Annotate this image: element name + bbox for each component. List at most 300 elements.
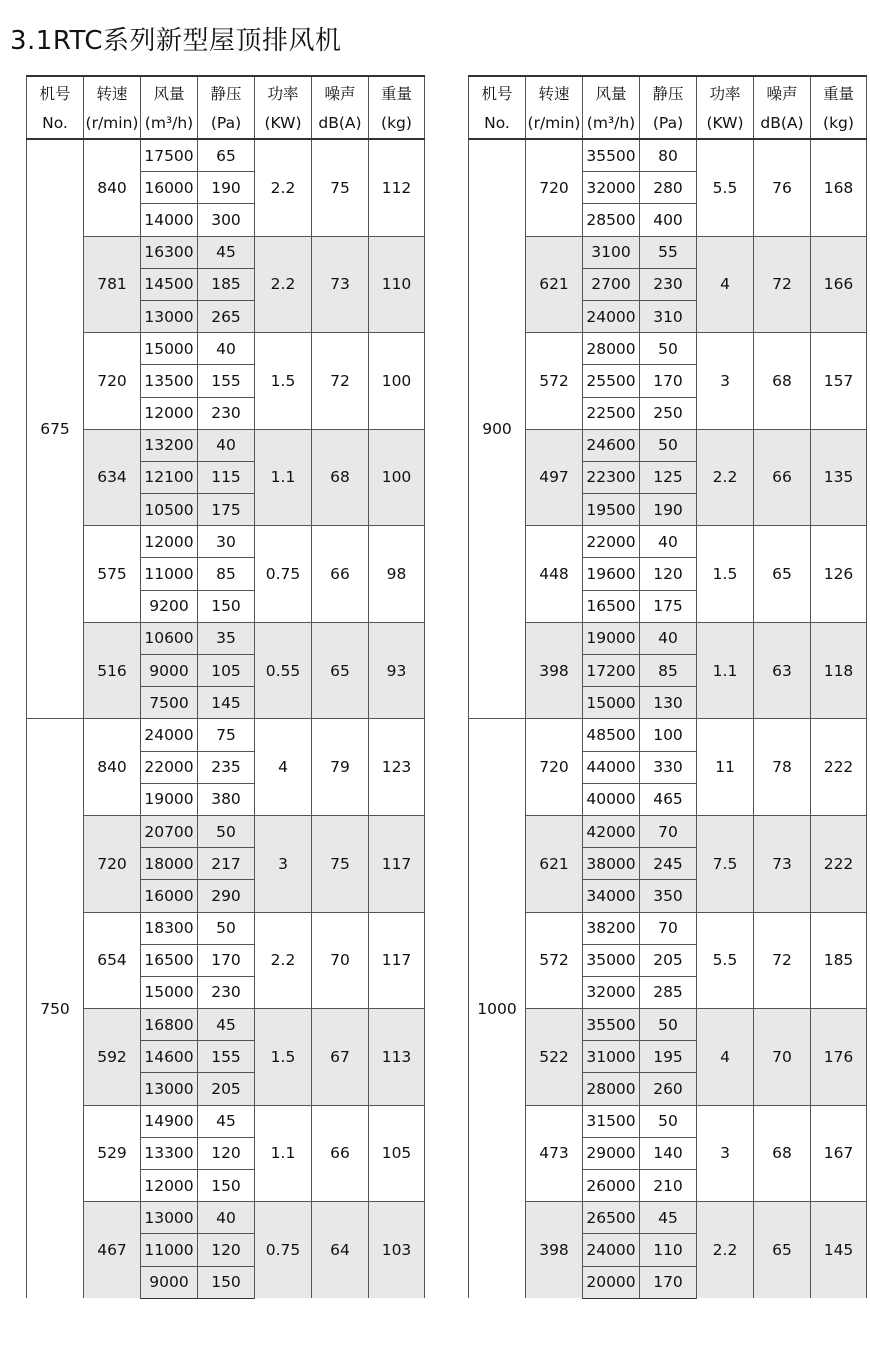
- airflow-cell: 22300: [583, 461, 640, 493]
- speed-cell: 720: [84, 333, 141, 430]
- col-unit-noise: dB(A): [312, 108, 369, 139]
- power-cell: 4: [255, 719, 312, 816]
- pressure-cell: 250: [640, 397, 697, 429]
- col-unit-airflow: (m³/h): [141, 108, 198, 139]
- airflow-cell: 18300: [141, 912, 198, 944]
- weight-cell: 117: [369, 815, 425, 912]
- pressure-cell: 50: [640, 333, 697, 365]
- speed-cell: 592: [84, 1009, 141, 1106]
- airflow-cell: 12000: [141, 526, 198, 558]
- noise-cell: 65: [754, 526, 811, 623]
- col-header-power: 功率: [255, 76, 312, 108]
- table-row: [27, 1009, 425, 1041]
- pressure-cell: 150: [198, 1266, 255, 1298]
- airflow-cell: 12100: [141, 461, 198, 493]
- pressure-cell: 280: [640, 172, 697, 204]
- table-row: [27, 236, 425, 268]
- power-cell: 3: [255, 815, 312, 912]
- weight-cell: 123: [369, 719, 425, 816]
- noise-cell: 70: [312, 912, 369, 1009]
- airflow-cell: 15000: [141, 976, 198, 1008]
- model-number-cell: 900: [469, 139, 526, 719]
- airflow-cell: 13000: [141, 300, 198, 332]
- speed-cell: 572: [526, 333, 583, 430]
- pressure-cell: 50: [640, 429, 697, 461]
- spec-table-body: [469, 139, 867, 1298]
- pressure-cell: 80: [640, 139, 697, 172]
- pressure-cell: 45: [198, 1105, 255, 1137]
- noise-cell: 68: [754, 333, 811, 430]
- power-cell: 1.1: [697, 622, 754, 719]
- pressure-cell: 45: [198, 236, 255, 268]
- pressure-cell: 235: [198, 751, 255, 783]
- airflow-cell: 16800: [141, 1009, 198, 1041]
- airflow-cell: 26000: [583, 1170, 640, 1202]
- power-cell: 4: [697, 1009, 754, 1106]
- pressure-cell: 230: [198, 397, 255, 429]
- airflow-cell: 34000: [583, 880, 640, 912]
- airflow-cell: 42000: [583, 815, 640, 847]
- table-row: [469, 1105, 867, 1137]
- noise-cell: 64: [312, 1202, 369, 1299]
- pressure-cell: 30: [198, 526, 255, 558]
- table-row: [469, 622, 867, 654]
- noise-cell: 78: [754, 719, 811, 816]
- airflow-cell: 17500: [141, 139, 198, 172]
- pressure-cell: 380: [198, 783, 255, 815]
- table-row: [27, 622, 425, 654]
- col-unit-pressure: (Pa): [640, 108, 697, 139]
- col-header-pressure: 静压: [198, 76, 255, 108]
- pressure-cell: 50: [198, 912, 255, 944]
- table-row: [27, 815, 425, 847]
- airflow-cell: 40000: [583, 783, 640, 815]
- power-cell: 5.5: [697, 139, 754, 236]
- pressure-cell: 70: [640, 912, 697, 944]
- pressure-cell: 170: [640, 1266, 697, 1298]
- noise-cell: 72: [754, 912, 811, 1009]
- col-unit-noise: dB(A): [754, 108, 811, 139]
- pressure-cell: 120: [198, 1234, 255, 1266]
- col-unit-speed: (r/min): [84, 108, 141, 139]
- page-title: 3.1RTC系列新型屋顶排风机: [10, 26, 342, 56]
- col-header-model: 机号: [27, 76, 84, 108]
- airflow-cell: 25500: [583, 365, 640, 397]
- model-number-cell: 675: [27, 139, 84, 719]
- speed-cell: 654: [84, 912, 141, 1009]
- weight-cell: 112: [369, 139, 425, 236]
- pressure-cell: 65: [198, 139, 255, 172]
- airflow-cell: 31500: [583, 1105, 640, 1137]
- col-header-speed: 转速: [526, 76, 583, 108]
- spec-table-left: [26, 75, 425, 1299]
- airflow-cell: 26500: [583, 1202, 640, 1234]
- pressure-cell: 120: [198, 1137, 255, 1169]
- table-row: [27, 429, 425, 461]
- pressure-cell: 155: [198, 1041, 255, 1073]
- table-row: [469, 236, 867, 268]
- power-cell: 5.5: [697, 912, 754, 1009]
- pressure-cell: 170: [198, 944, 255, 976]
- weight-cell: 157: [811, 333, 867, 430]
- airflow-cell: 24000: [583, 300, 640, 332]
- pressure-cell: 217: [198, 848, 255, 880]
- speed-cell: 720: [526, 719, 583, 816]
- airflow-cell: 31000: [583, 1041, 640, 1073]
- airflow-cell: 12000: [141, 1170, 198, 1202]
- airflow-cell: 24000: [141, 719, 198, 751]
- col-unit-pressure: (Pa): [198, 108, 255, 139]
- weight-cell: 103: [369, 1202, 425, 1299]
- pressure-cell: 75: [198, 719, 255, 751]
- col-unit-weight: (kg): [369, 108, 425, 139]
- weight-cell: 118: [811, 622, 867, 719]
- col-header-noise: 噪声: [754, 76, 811, 108]
- speed-cell: 398: [526, 622, 583, 719]
- power-cell: 0.75: [255, 1202, 312, 1299]
- power-cell: 1.1: [255, 429, 312, 526]
- airflow-cell: 32000: [583, 172, 640, 204]
- pressure-cell: 185: [198, 268, 255, 300]
- pressure-cell: 190: [198, 172, 255, 204]
- pressure-cell: 210: [640, 1170, 697, 1202]
- noise-cell: 76: [754, 139, 811, 236]
- airflow-cell: 32000: [583, 976, 640, 1008]
- col-header-model: 机号: [469, 76, 526, 108]
- pressure-cell: 330: [640, 751, 697, 783]
- power-cell: 2.2: [255, 139, 312, 236]
- airflow-cell: 2700: [583, 268, 640, 300]
- speed-cell: 516: [84, 622, 141, 719]
- noise-cell: 67: [312, 1009, 369, 1106]
- table-row: [27, 1105, 425, 1137]
- airflow-cell: 28000: [583, 333, 640, 365]
- speed-cell: 720: [526, 139, 583, 236]
- pressure-cell: 50: [640, 1105, 697, 1137]
- power-cell: 1.5: [255, 1009, 312, 1106]
- col-unit-speed: (r/min): [526, 108, 583, 139]
- table-row: [469, 719, 867, 751]
- weight-cell: 168: [811, 139, 867, 236]
- airflow-cell: 22000: [141, 751, 198, 783]
- airflow-cell: 22000: [583, 526, 640, 558]
- pressure-cell: 110: [640, 1234, 697, 1266]
- pressure-cell: 150: [198, 590, 255, 622]
- pressure-cell: 125: [640, 461, 697, 493]
- spec-table-body: [27, 139, 425, 1298]
- airflow-cell: 10500: [141, 494, 198, 526]
- col-unit-weight: (kg): [811, 108, 867, 139]
- col-header-power: 功率: [697, 76, 754, 108]
- pressure-cell: 50: [198, 815, 255, 847]
- weight-cell: 222: [811, 719, 867, 816]
- power-cell: 2.2: [697, 429, 754, 526]
- table-row: [469, 429, 867, 461]
- table-row: [27, 1202, 425, 1234]
- airflow-cell: 22500: [583, 397, 640, 429]
- noise-cell: 65: [312, 622, 369, 719]
- pressure-cell: 35: [198, 622, 255, 654]
- speed-cell: 621: [526, 815, 583, 912]
- model-number-cell: 750: [27, 719, 84, 1298]
- airflow-cell: 19600: [583, 558, 640, 590]
- weight-cell: 135: [811, 429, 867, 526]
- pressure-cell: 100: [640, 719, 697, 751]
- airflow-cell: 14900: [141, 1105, 198, 1137]
- pressure-cell: 350: [640, 880, 697, 912]
- airflow-cell: 15000: [141, 333, 198, 365]
- pressure-cell: 40: [198, 429, 255, 461]
- col-unit-power: (KW): [697, 108, 754, 139]
- noise-cell: 65: [754, 1202, 811, 1299]
- pressure-cell: 310: [640, 300, 697, 332]
- table-row: [27, 333, 425, 365]
- airflow-cell: 16500: [583, 590, 640, 622]
- col-header-airflow: 风量: [141, 76, 198, 108]
- speed-cell: 720: [84, 815, 141, 912]
- weight-cell: 185: [811, 912, 867, 1009]
- airflow-cell: 19000: [141, 783, 198, 815]
- power-cell: 0.75: [255, 526, 312, 623]
- pressure-cell: 400: [640, 204, 697, 236]
- airflow-cell: 16300: [141, 236, 198, 268]
- airflow-cell: 35500: [583, 1009, 640, 1041]
- airflow-cell: 28000: [583, 1073, 640, 1105]
- speed-cell: 572: [526, 912, 583, 1009]
- table-row: [27, 526, 425, 558]
- speed-cell: 529: [84, 1105, 141, 1202]
- power-cell: 0.55: [255, 622, 312, 719]
- power-cell: 3: [697, 1105, 754, 1202]
- col-header-pressure: 静压: [640, 76, 697, 108]
- speed-cell: 781: [84, 236, 141, 333]
- airflow-cell: 13000: [141, 1073, 198, 1105]
- pressure-cell: 115: [198, 461, 255, 493]
- pressure-cell: 230: [198, 976, 255, 1008]
- airflow-cell: 44000: [583, 751, 640, 783]
- airflow-cell: 10600: [141, 622, 198, 654]
- weight-cell: 176: [811, 1009, 867, 1106]
- airflow-cell: 24600: [583, 429, 640, 461]
- airflow-cell: 16000: [141, 172, 198, 204]
- weight-cell: 100: [369, 333, 425, 430]
- spec-table-right: [468, 75, 867, 1299]
- model-number-cell: 1000: [469, 719, 526, 1298]
- table-row: [469, 139, 867, 172]
- airflow-cell: 9200: [141, 590, 198, 622]
- airflow-cell: 29000: [583, 1137, 640, 1169]
- noise-cell: 68: [312, 429, 369, 526]
- airflow-cell: 16500: [141, 944, 198, 976]
- table-row: [469, 815, 867, 847]
- weight-cell: 145: [811, 1202, 867, 1299]
- airflow-cell: 13500: [141, 365, 198, 397]
- pressure-cell: 245: [640, 848, 697, 880]
- pressure-cell: 50: [640, 1009, 697, 1041]
- power-cell: 4: [697, 236, 754, 333]
- col-unit-model: No.: [469, 108, 526, 139]
- airflow-cell: 20000: [583, 1266, 640, 1298]
- airflow-cell: 14500: [141, 268, 198, 300]
- weight-cell: 117: [369, 912, 425, 1009]
- pressure-cell: 300: [198, 204, 255, 236]
- airflow-cell: 48500: [583, 719, 640, 751]
- weight-cell: 93: [369, 622, 425, 719]
- airflow-cell: 13000: [141, 1202, 198, 1234]
- pressure-cell: 150: [198, 1170, 255, 1202]
- pressure-cell: 265: [198, 300, 255, 332]
- pressure-cell: 155: [198, 365, 255, 397]
- pressure-cell: 45: [198, 1009, 255, 1041]
- noise-cell: 73: [312, 236, 369, 333]
- noise-cell: 66: [312, 1105, 369, 1202]
- noise-cell: 75: [312, 139, 369, 236]
- col-header-weight: 重量: [811, 76, 867, 108]
- power-cell: 1.5: [697, 526, 754, 623]
- pressure-cell: 190: [640, 494, 697, 526]
- power-cell: 7.5: [697, 815, 754, 912]
- table-row: [469, 333, 867, 365]
- noise-cell: 63: [754, 622, 811, 719]
- power-cell: 2.2: [255, 912, 312, 1009]
- airflow-cell: 35000: [583, 944, 640, 976]
- airflow-cell: 13300: [141, 1137, 198, 1169]
- table-row: [469, 1202, 867, 1234]
- airflow-cell: 24000: [583, 1234, 640, 1266]
- airflow-cell: 17200: [583, 655, 640, 687]
- pressure-cell: 260: [640, 1073, 697, 1105]
- speed-cell: 840: [84, 139, 141, 236]
- airflow-cell: 14600: [141, 1041, 198, 1073]
- pressure-cell: 55: [640, 236, 697, 268]
- pressure-cell: 85: [640, 655, 697, 687]
- pressure-cell: 195: [640, 1041, 697, 1073]
- weight-cell: 98: [369, 526, 425, 623]
- pressure-cell: 465: [640, 783, 697, 815]
- airflow-cell: 38200: [583, 912, 640, 944]
- airflow-cell: 19000: [583, 622, 640, 654]
- airflow-cell: 14000: [141, 204, 198, 236]
- airflow-cell: 15000: [583, 687, 640, 719]
- power-cell: 2.2: [255, 236, 312, 333]
- airflow-cell: 11000: [141, 1234, 198, 1266]
- pressure-cell: 40: [640, 622, 697, 654]
- pressure-cell: 145: [198, 687, 255, 719]
- pressure-cell: 285: [640, 976, 697, 1008]
- speed-cell: 497: [526, 429, 583, 526]
- airflow-cell: 20700: [141, 815, 198, 847]
- noise-cell: 75: [312, 815, 369, 912]
- power-cell: 2.2: [697, 1202, 754, 1299]
- speed-cell: 621: [526, 236, 583, 333]
- airflow-cell: 35500: [583, 139, 640, 172]
- pressure-cell: 205: [198, 1073, 255, 1105]
- weight-cell: 222: [811, 815, 867, 912]
- weight-cell: 167: [811, 1105, 867, 1202]
- table-row: [27, 139, 425, 172]
- weight-cell: 166: [811, 236, 867, 333]
- speed-cell: 448: [526, 526, 583, 623]
- col-header-airflow: 风量: [583, 76, 640, 108]
- power-cell: 3: [697, 333, 754, 430]
- pressure-cell: 40: [198, 333, 255, 365]
- pressure-cell: 120: [640, 558, 697, 590]
- speed-cell: 473: [526, 1105, 583, 1202]
- speed-cell: 634: [84, 429, 141, 526]
- noise-cell: 66: [312, 526, 369, 623]
- pressure-cell: 205: [640, 944, 697, 976]
- pressure-cell: 170: [640, 365, 697, 397]
- speed-cell: 522: [526, 1009, 583, 1106]
- airflow-cell: 11000: [141, 558, 198, 590]
- col-header-noise: 噪声: [312, 76, 369, 108]
- power-cell: 1.5: [255, 333, 312, 430]
- pressure-cell: 130: [640, 687, 697, 719]
- speed-cell: 467: [84, 1202, 141, 1299]
- noise-cell: 73: [754, 815, 811, 912]
- weight-cell: 100: [369, 429, 425, 526]
- noise-cell: 79: [312, 719, 369, 816]
- table-row: [27, 719, 425, 751]
- table-row: [469, 526, 867, 558]
- weight-cell: 105: [369, 1105, 425, 1202]
- pressure-cell: 290: [198, 880, 255, 912]
- power-cell: 11: [697, 719, 754, 816]
- col-header-speed: 转速: [84, 76, 141, 108]
- noise-cell: 72: [754, 236, 811, 333]
- airflow-cell: 19500: [583, 494, 640, 526]
- airflow-cell: 16000: [141, 880, 198, 912]
- pressure-cell: 140: [640, 1137, 697, 1169]
- noise-cell: 70: [754, 1009, 811, 1106]
- pressure-cell: 40: [640, 526, 697, 558]
- col-unit-model: No.: [27, 108, 84, 139]
- weight-cell: 110: [369, 236, 425, 333]
- weight-cell: 113: [369, 1009, 425, 1106]
- airflow-cell: 13200: [141, 429, 198, 461]
- noise-cell: 68: [754, 1105, 811, 1202]
- airflow-cell: 38000: [583, 848, 640, 880]
- table-row: [469, 1009, 867, 1041]
- pressure-cell: 175: [198, 494, 255, 526]
- speed-cell: 575: [84, 526, 141, 623]
- speed-cell: 840: [84, 719, 141, 816]
- pressure-cell: 40: [198, 1202, 255, 1234]
- pressure-cell: 85: [198, 558, 255, 590]
- col-unit-power: (KW): [255, 108, 312, 139]
- airflow-cell: 9000: [141, 655, 198, 687]
- airflow-cell: 7500: [141, 687, 198, 719]
- speed-cell: 398: [526, 1202, 583, 1299]
- pressure-cell: 105: [198, 655, 255, 687]
- col-header-weight: 重量: [369, 76, 425, 108]
- airflow-cell: 12000: [141, 397, 198, 429]
- col-unit-airflow: (m³/h): [583, 108, 640, 139]
- table-row: [469, 912, 867, 944]
- airflow-cell: 3100: [583, 236, 640, 268]
- pressure-cell: 45: [640, 1202, 697, 1234]
- airflow-cell: 18000: [141, 848, 198, 880]
- airflow-cell: 9000: [141, 1266, 198, 1298]
- pressure-cell: 175: [640, 590, 697, 622]
- table-row: [27, 912, 425, 944]
- pressure-cell: 230: [640, 268, 697, 300]
- airflow-cell: 28500: [583, 204, 640, 236]
- pressure-cell: 70: [640, 815, 697, 847]
- power-cell: 1.1: [255, 1105, 312, 1202]
- noise-cell: 72: [312, 333, 369, 430]
- weight-cell: 126: [811, 526, 867, 623]
